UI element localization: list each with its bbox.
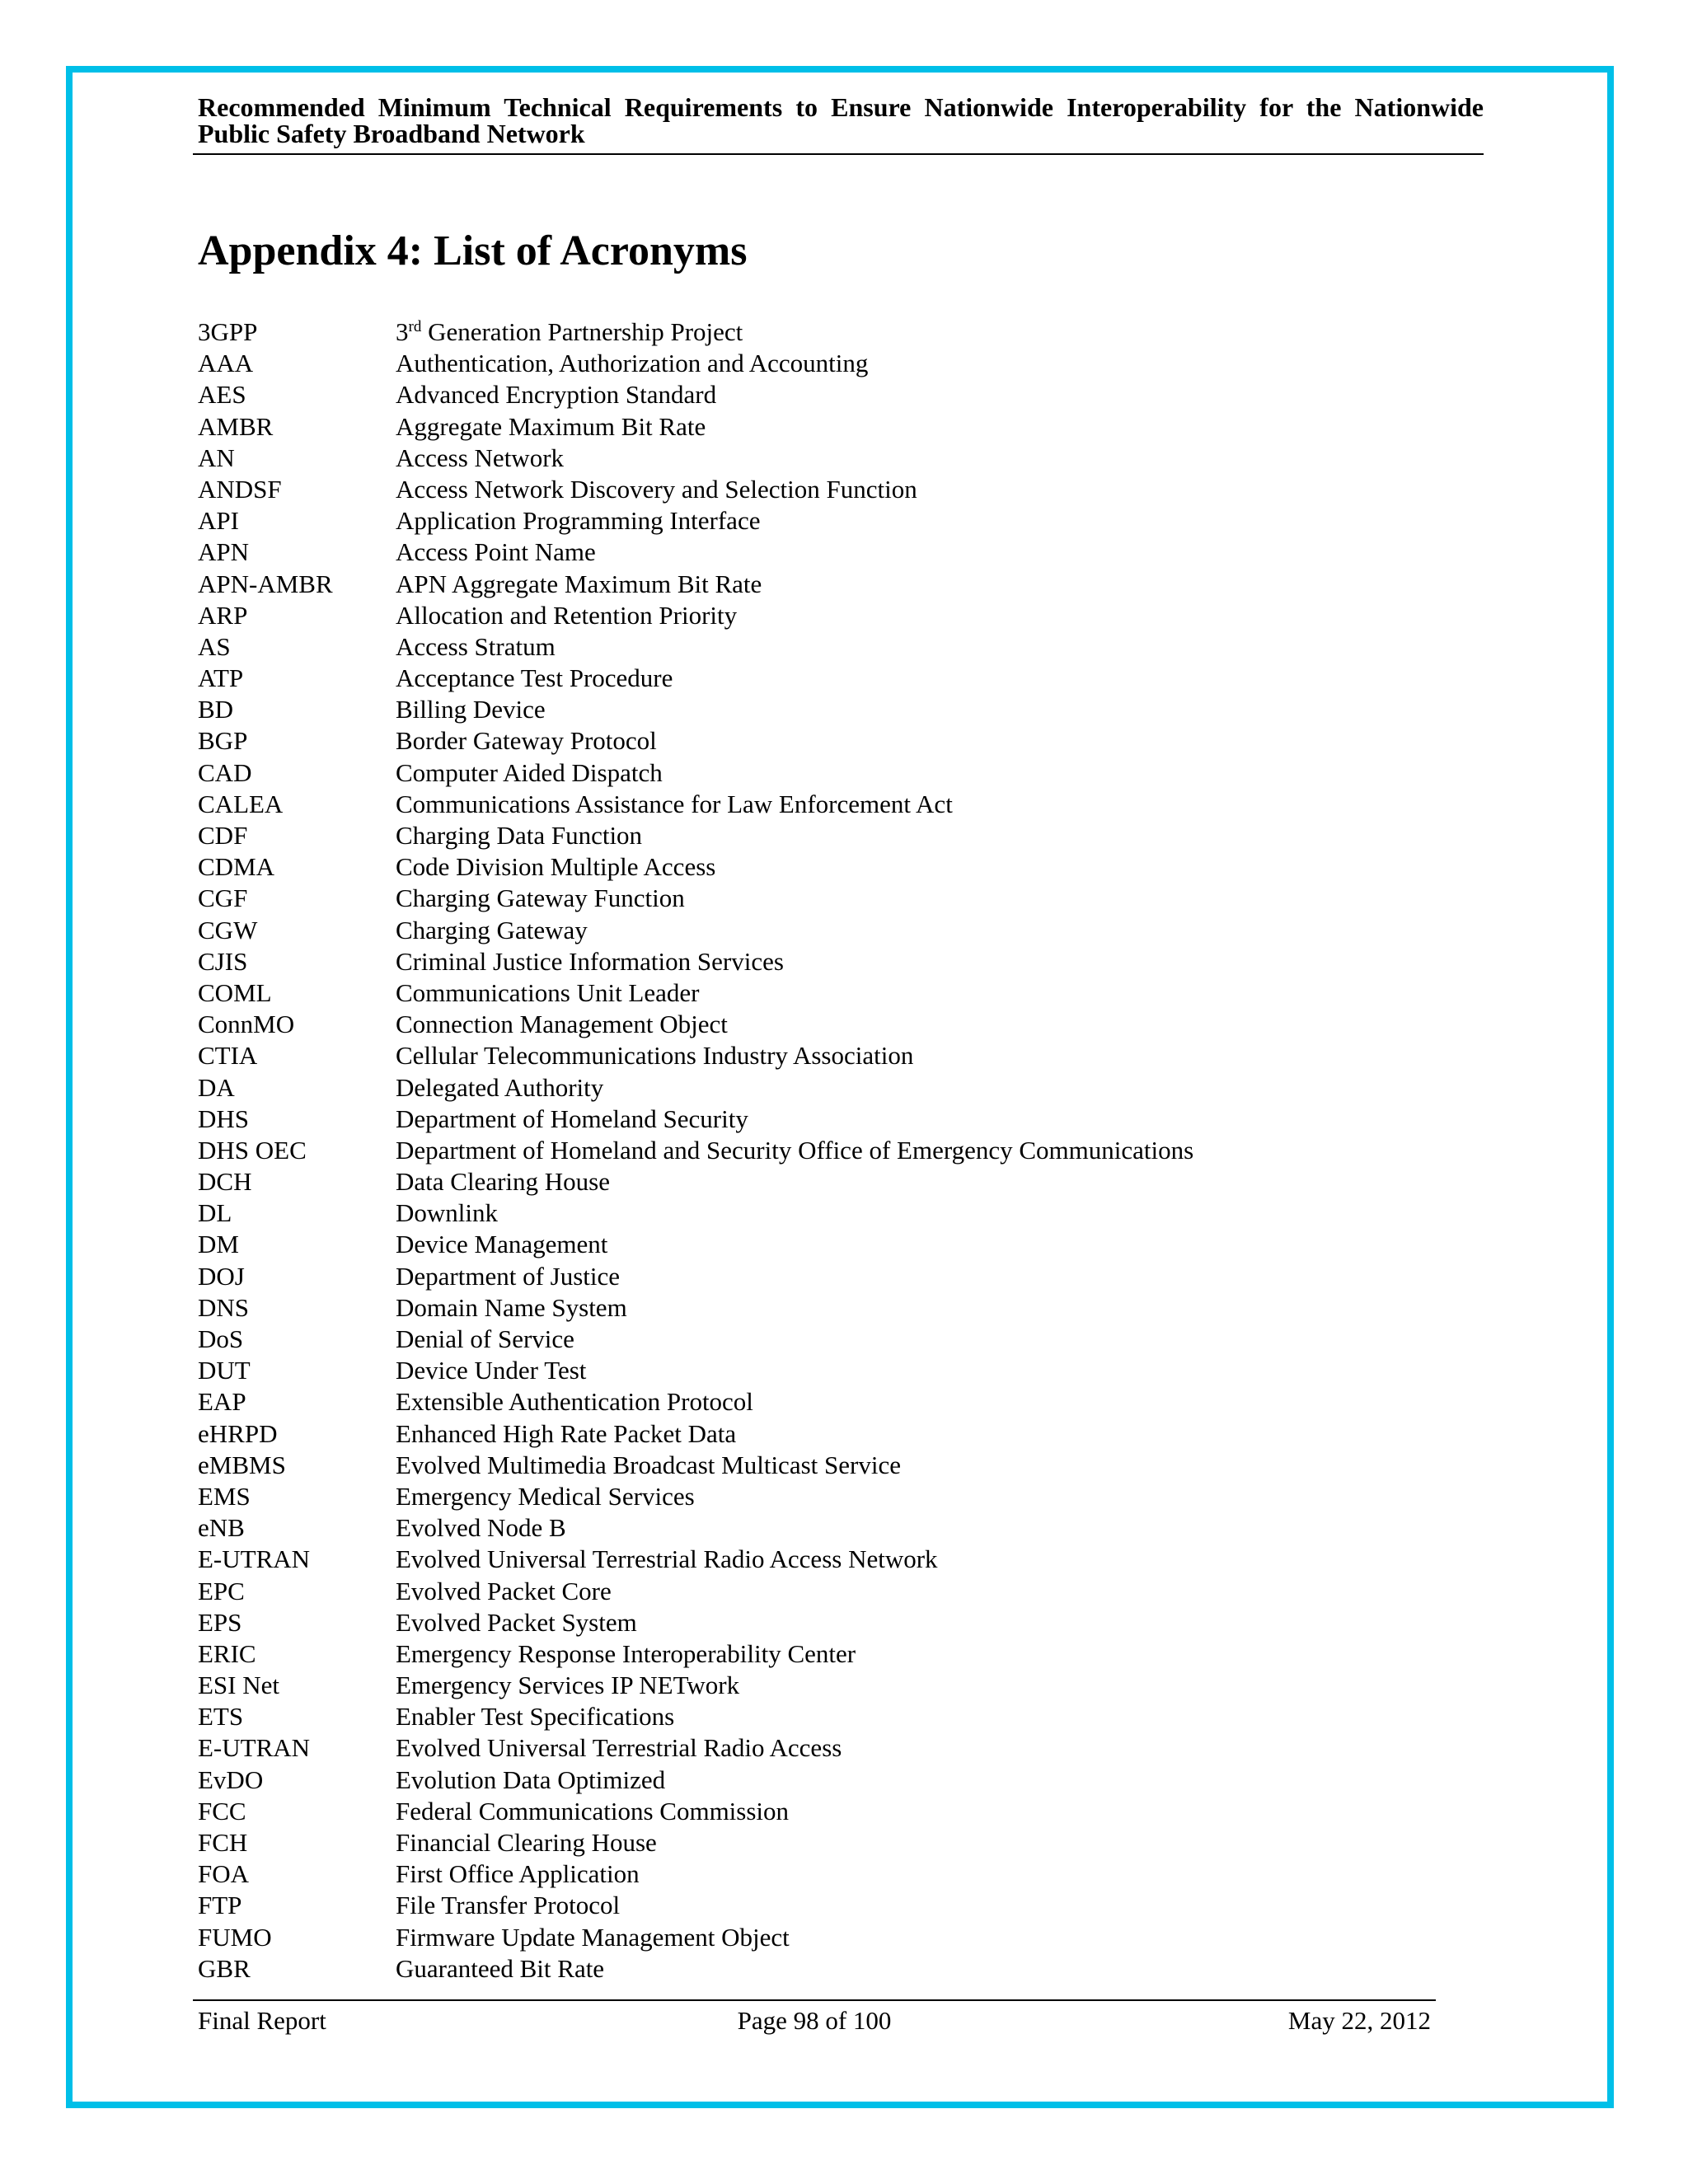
- acronym-term: DCH: [198, 1167, 252, 1197]
- acronym-row: [198, 789, 1484, 820]
- acronym-row: [198, 443, 1484, 474]
- acronym-definition: Charging Data Function: [396, 821, 643, 850]
- acronym-row: [198, 1166, 1484, 1197]
- acronym-row: [198, 1701, 1484, 1732]
- acronym-row: [198, 1009, 1484, 1040]
- acronym-definition: Financial Clearing House: [396, 1828, 657, 1857]
- acronym-row: [198, 1576, 1484, 1607]
- acronym-term: ESI Net: [198, 1671, 280, 1700]
- acronym-row: [198, 1386, 1484, 1418]
- acronym-term: EPS: [198, 1607, 242, 1637]
- acronym-definition: Authentication, Authorization and Accounting: [396, 349, 869, 378]
- acronym-definition: Advanced Encryption Standard: [396, 380, 717, 410]
- acronym-term: DHS OEC: [198, 1135, 307, 1165]
- acronym-row: [198, 1072, 1484, 1104]
- acronym-term: AS: [198, 631, 231, 661]
- acronym-term: eMBMS: [198, 1450, 286, 1479]
- acronym-row: [198, 1040, 1484, 1071]
- acronym-term: FTP: [198, 1891, 242, 1920]
- acronym-definition: Charging Gateway Function: [396, 883, 685, 913]
- acronym-row: [198, 1890, 1484, 1921]
- acronym-term: EMS: [198, 1481, 251, 1511]
- acronym-definition: [396, 316, 1484, 348]
- acronym-row: [198, 663, 1484, 694]
- acronym-row: [198, 411, 1484, 443]
- acronym-row: [198, 1292, 1484, 1324]
- acronym-term: AN: [198, 443, 235, 472]
- acronym-term: ConnMO: [198, 1010, 295, 1039]
- acronym-term: FCH: [198, 1828, 248, 1857]
- acronym-definition: Application Programming Interface: [396, 506, 761, 536]
- acronym-term: DL: [198, 1198, 232, 1228]
- acronym-term: CAD: [198, 757, 252, 787]
- acronym-row: [198, 851, 1484, 883]
- acronym-term: eHRPD: [198, 1418, 278, 1448]
- acronym-row: [198, 1418, 1484, 1450]
- acronym-definition: Acceptance Test Procedure: [396, 663, 673, 693]
- acronym-term: E-UTRAN: [198, 1544, 311, 1574]
- acronym-term: BGP: [198, 726, 248, 756]
- acronym-row: [198, 1450, 1484, 1481]
- acronym-definition: Evolved Universal Terrestrial Radio Access: [396, 1733, 842, 1763]
- acronym-definition: Allocation and Retention Priority: [396, 600, 738, 630]
- acronym-term: GBR: [198, 1953, 251, 1983]
- acronym-definition: Communications Assistance for Law Enforcement Act: [396, 789, 953, 818]
- acronym-definition: Access Stratum: [396, 631, 556, 661]
- acronym-term: ETS: [198, 1702, 244, 1732]
- acronym-row: [198, 725, 1484, 757]
- acronym-row: [198, 631, 1484, 663]
- acronym-definition: Device Management: [396, 1230, 608, 1259]
- acronym-row: [198, 537, 1484, 568]
- acronym-term: DoS: [198, 1324, 244, 1353]
- acronym-definition: Evolved Node B: [396, 1513, 566, 1543]
- acronym-definition: Emergency Services IP NETwork: [396, 1671, 740, 1700]
- acronym-definition: Downlink: [396, 1198, 498, 1228]
- acronym-term: CDF: [198, 821, 248, 850]
- acronym-term: DNS: [198, 1292, 250, 1322]
- acronym-definition: Department of Homeland Security: [396, 1104, 748, 1133]
- acronym-definition: First Office Application: [396, 1859, 640, 1889]
- page-title: Appendix 4: List of Acronyms: [198, 227, 748, 274]
- acronym-term: 3GPP: [198, 317, 258, 346]
- acronym-row: [198, 1858, 1484, 1890]
- acronym-definition: Data Clearing House: [396, 1167, 610, 1197]
- acronym-row: [198, 1638, 1484, 1670]
- acronym-definition: Evolved Packet Core: [396, 1576, 612, 1605]
- page-footer: [198, 2004, 1431, 2037]
- acronym-row: [198, 1732, 1484, 1764]
- acronym-term: CJIS: [198, 946, 248, 976]
- acronym-row: [198, 1324, 1484, 1355]
- acronym-definition: Connection Management Object: [396, 1010, 728, 1039]
- acronym-definition: Department of Justice: [396, 1261, 621, 1291]
- acronym-term: E-UTRAN: [198, 1733, 311, 1763]
- acronym-row: [198, 1922, 1484, 1953]
- acronym-definition: Aggregate Maximum Bit Rate: [396, 411, 706, 441]
- acronym-row: [198, 1229, 1484, 1260]
- acronym-row: [198, 1481, 1484, 1512]
- footer-date: May 22, 2012: [1287, 2006, 1431, 2035]
- ordinal-number: 3: [396, 317, 409, 346]
- acronym-definition: Computer Aided Dispatch: [396, 757, 663, 787]
- acronym-row: [198, 348, 1484, 379]
- acronym-definition: Enabler Test Specifications: [396, 1702, 675, 1732]
- definition-rest: Generation Partnership Project: [421, 317, 743, 346]
- acronym-term: EvDO: [198, 1765, 264, 1794]
- acronym-term: FOA: [198, 1859, 250, 1889]
- acronym-term: FCC: [198, 1796, 246, 1825]
- acronym-term: ERIC: [198, 1638, 256, 1668]
- acronym-definition: Evolved Packet System: [396, 1607, 637, 1637]
- acronym-term: AES: [198, 380, 246, 410]
- acronym-definition: APN Aggregate Maximum Bit Rate: [396, 569, 762, 598]
- acronym-row: [198, 474, 1484, 505]
- acronym-definition: Emergency Medical Services: [396, 1481, 695, 1511]
- footer-report-label: Final Report: [198, 2006, 326, 2035]
- acronym-definition: Enhanced High Rate Packet Data: [396, 1418, 737, 1448]
- acronym-definition: Guaranteed Bit Rate: [396, 1953, 605, 1983]
- acronym-term: COML: [198, 977, 272, 1007]
- acronym-definition: Evolved Universal Terrestrial Radio Access Network: [396, 1544, 938, 1574]
- acronym-row: [198, 1197, 1484, 1229]
- acronym-definition: Federal Communications Commission: [396, 1796, 790, 1825]
- acronym-list: [198, 316, 1484, 1985]
- acronym-row: [198, 1135, 1484, 1166]
- acronym-row: [198, 757, 1484, 789]
- acronym-term: ARP: [198, 600, 248, 630]
- acronym-definition: Domain Name System: [396, 1292, 627, 1322]
- acronym-definition: Access Network Discovery and Selection Function: [396, 474, 917, 504]
- footer-rule: [193, 1999, 1436, 2001]
- acronym-row: [198, 1765, 1484, 1796]
- acronym-term: CDMA: [198, 852, 275, 882]
- acronym-row: [198, 316, 1484, 348]
- acronym-definition: Firmware Update Management Object: [396, 1922, 790, 1952]
- acronym-definition: Communications Unit Leader: [396, 977, 700, 1007]
- acronym-definition: Billing Device: [396, 695, 546, 724]
- acronym-definition: Device Under Test: [396, 1356, 587, 1385]
- acronym-definition: Charging Gateway: [396, 915, 588, 944]
- acronym-row: [198, 1670, 1484, 1701]
- acronym-row: [198, 600, 1484, 631]
- acronym-row: [198, 883, 1484, 914]
- acronym-row: [198, 1512, 1484, 1544]
- acronym-row: [198, 694, 1484, 725]
- acronym-term: DHS: [198, 1104, 250, 1133]
- acronym-term: API: [198, 506, 239, 536]
- acronym-term: CALEA: [198, 789, 284, 818]
- footer-page-number: Page 98 of 100: [737, 2006, 892, 2035]
- acronym-row: [198, 1796, 1484, 1827]
- acronym-row: [198, 946, 1484, 977]
- acronym-row: [198, 1104, 1484, 1135]
- acronym-term: eNB: [198, 1513, 245, 1543]
- acronym-term: DUT: [198, 1356, 251, 1385]
- acronym-row: [198, 1607, 1484, 1638]
- acronym-definition: File Transfer Protocol: [396, 1891, 621, 1920]
- acronym-definition: Evolution Data Optimized: [396, 1765, 666, 1794]
- acronym-term: FUMO: [198, 1922, 272, 1952]
- acronym-term: CTIA: [198, 1041, 258, 1071]
- acronym-definition: Access Network: [396, 443, 565, 472]
- acronym-term: APN-AMBR: [198, 569, 333, 598]
- acronym-definition: Evolved Multimedia Broadcast Multicast Service: [396, 1450, 901, 1479]
- acronym-definition: Emergency Response Interoperability Center: [396, 1638, 856, 1668]
- acronym-term: EPC: [198, 1576, 245, 1605]
- acronym-term: AMBR: [198, 411, 274, 441]
- acronym-row: [198, 569, 1484, 600]
- acronym-term: DM: [198, 1230, 239, 1259]
- acronym-row: [198, 1261, 1484, 1292]
- acronym-row: [198, 1827, 1484, 1858]
- acronym-term: APN: [198, 537, 250, 567]
- acronym-definition: Access Point Name: [396, 537, 596, 567]
- acronym-term: AAA: [198, 349, 254, 378]
- acronym-term: ATP: [198, 663, 244, 693]
- acronym-definition: Cellular Telecommunications Industry Association: [396, 1041, 914, 1071]
- acronym-term: CGW: [198, 915, 258, 944]
- acronym-row: [198, 977, 1484, 1009]
- ordinal-suffix: rd: [408, 318, 422, 335]
- acronym-definition: Criminal Justice Information Services: [396, 946, 784, 976]
- header-rule: [193, 153, 1484, 155]
- acronym-term: EAP: [198, 1387, 246, 1417]
- acronym-term: BD: [198, 695, 234, 724]
- acronym-rows: [198, 348, 1484, 1985]
- acronym-definition: Extensible Authentication Protocol: [396, 1387, 753, 1417]
- acronym-definition: Denial of Service: [396, 1324, 574, 1353]
- acronym-row: [198, 915, 1484, 946]
- acronym-term: DOJ: [198, 1261, 245, 1291]
- acronym-row: [198, 1953, 1484, 1985]
- acronym-definition: Border Gateway Protocol: [396, 726, 657, 756]
- acronym-term: DA: [198, 1072, 235, 1102]
- acronym-term: CGF: [198, 883, 248, 913]
- acronym-row: [198, 505, 1484, 537]
- acronym-definition: Code Division Multiple Access: [396, 852, 716, 882]
- acronym-row: [198, 1544, 1484, 1575]
- acronym-row: [198, 1355, 1484, 1386]
- acronym-term: ANDSF: [198, 474, 282, 504]
- acronym-definition: Delegated Authority: [396, 1072, 604, 1102]
- acronym-row: [198, 379, 1484, 410]
- acronym-definition: Department of Homeland and Security Office of Emergency Communications: [396, 1135, 1194, 1165]
- acronym-row: [198, 820, 1484, 851]
- running-header: Recommended Minimum Technical Requirements to Ensure Nationwide Interoperability for the Nationwide Public Safety Broadband Network: [198, 92, 1484, 148]
